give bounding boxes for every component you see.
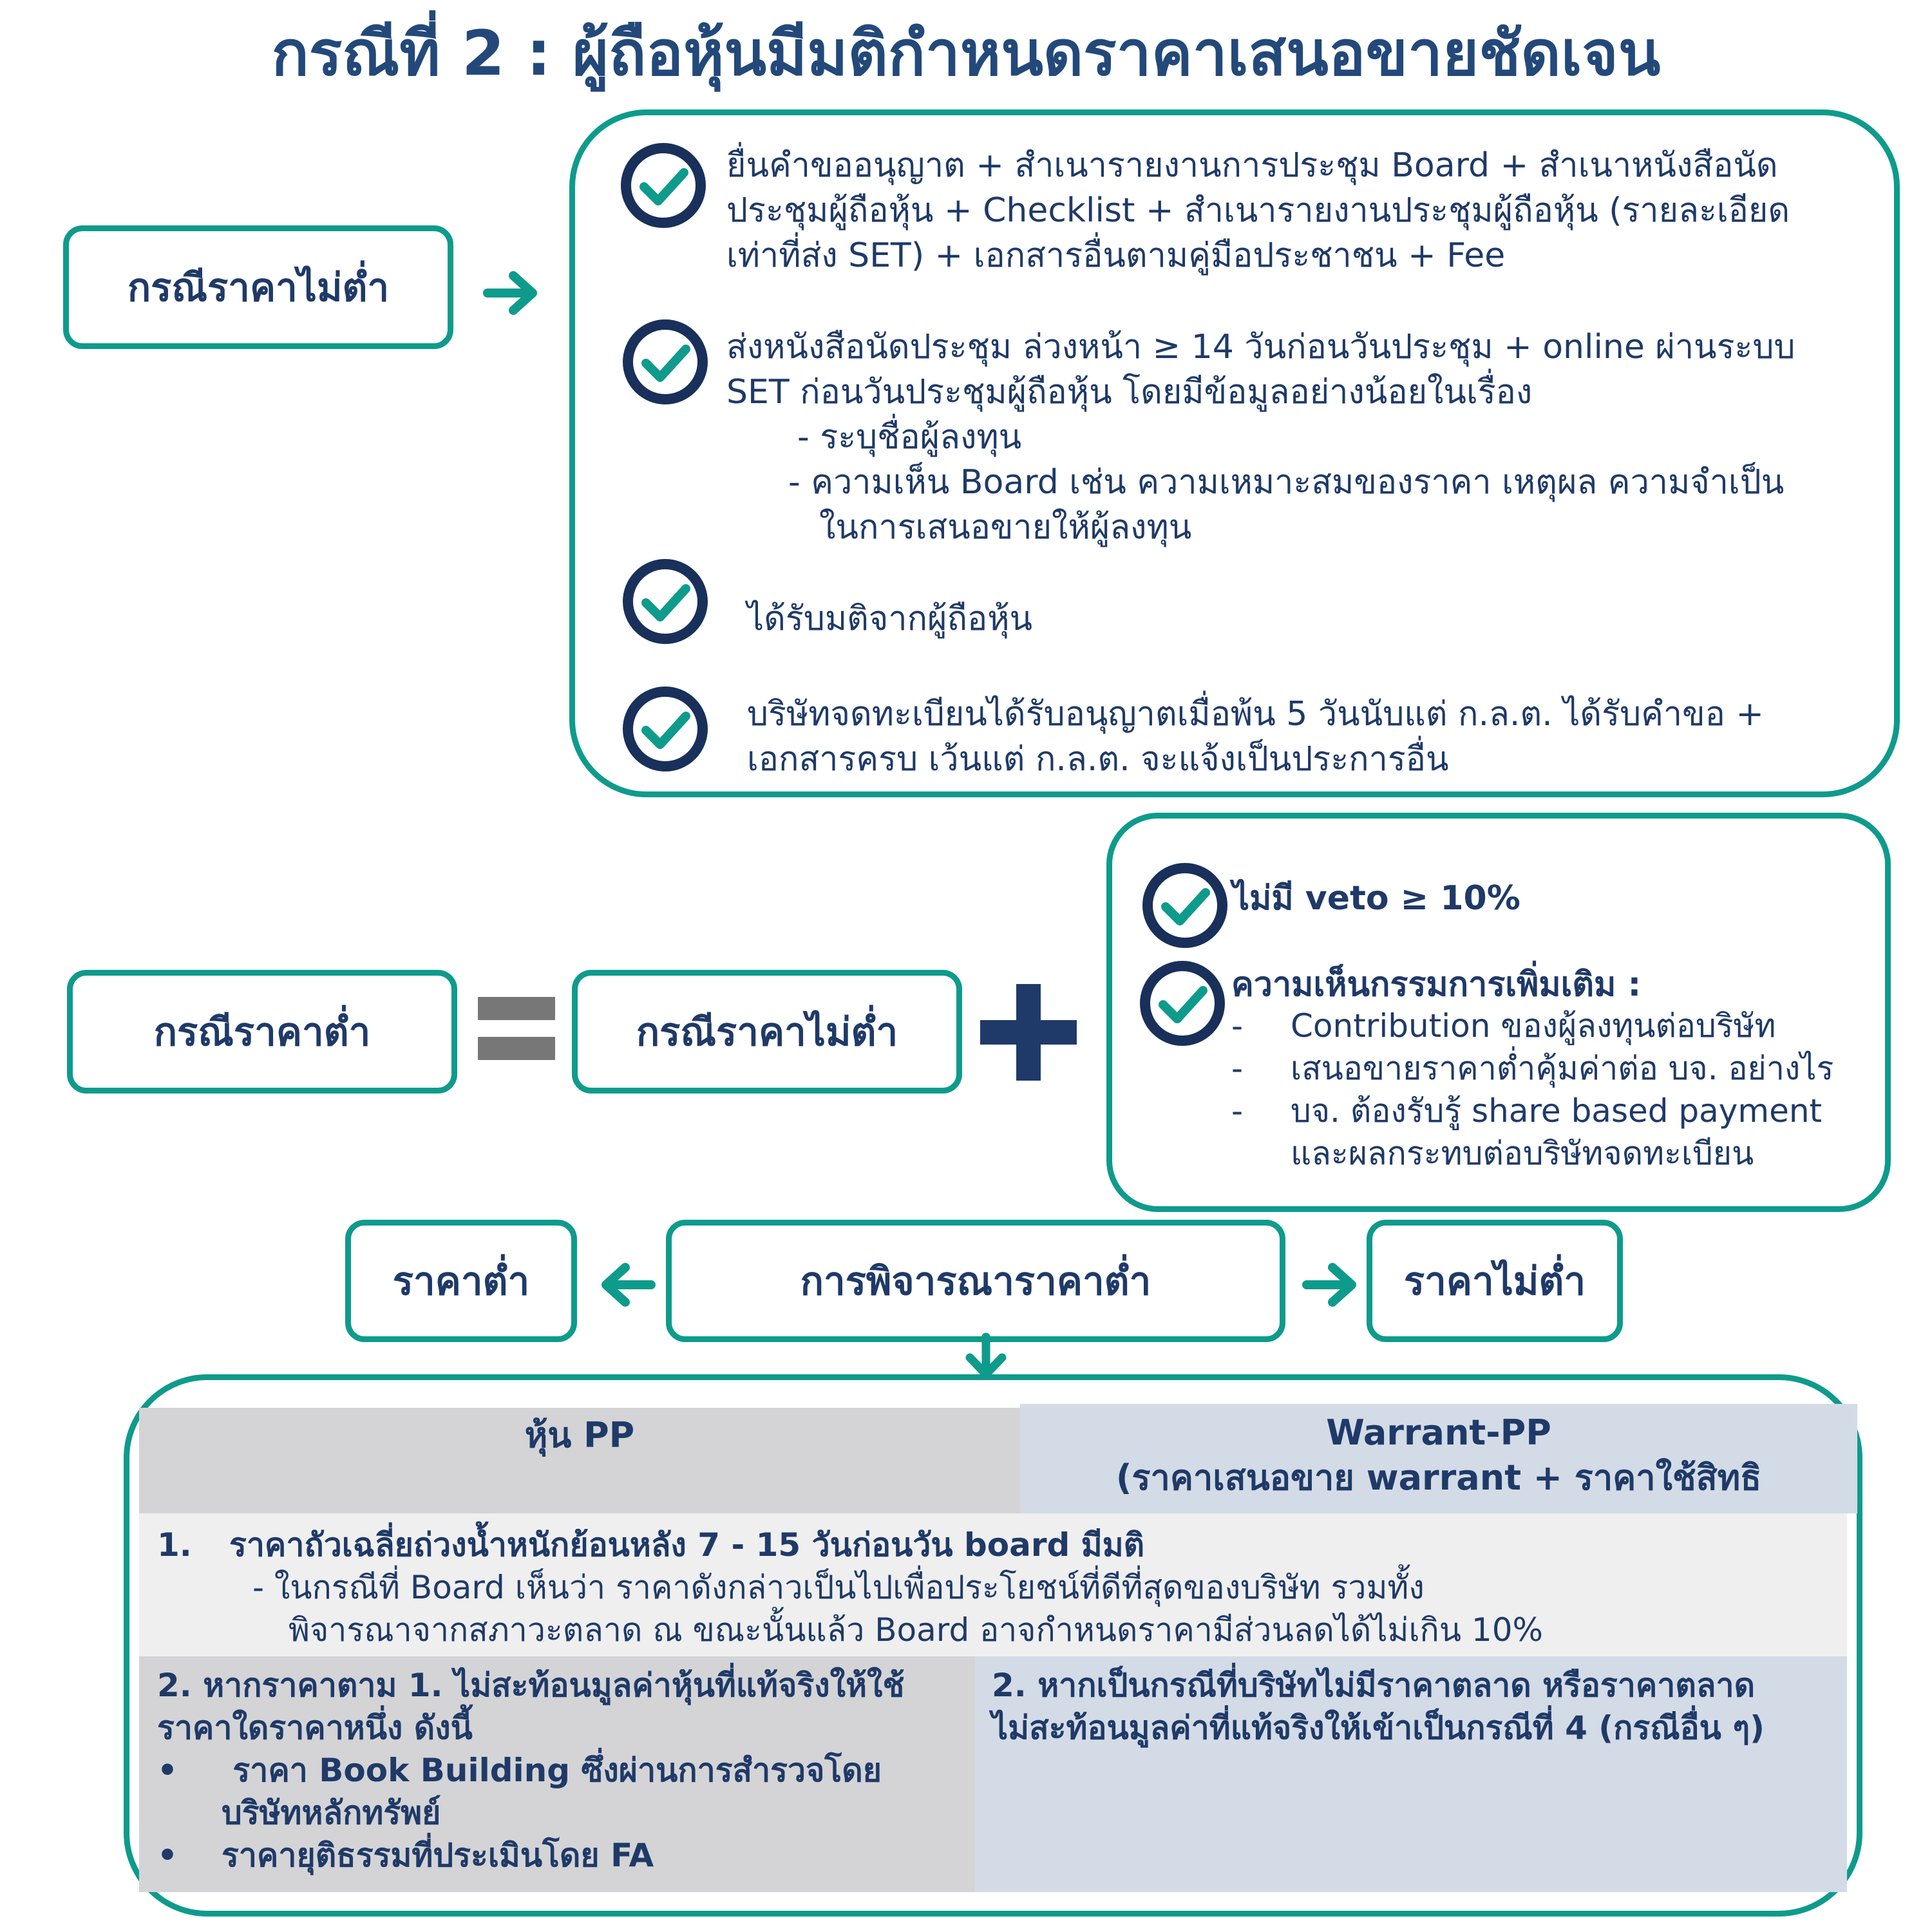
check-circle-icon (620, 684, 710, 774)
low-price-label: ราคาต่ำ (392, 1258, 530, 1304)
step-4-text: บริษัทจดทะเบียนได้รับอนุญาตเมื่อพ้น 5 วันนับแต่ ก.ล.ต. ได้รับคำขอ + เอกสารครบ เว้นแต่ ก.ล.ต. จะแจ้งเป็นประการอื่น (747, 695, 1764, 779)
equals-icon (478, 997, 555, 1061)
col-pp-label: หุ้น PP (524, 1415, 635, 1455)
check-circle-icon (1140, 860, 1230, 951)
case-not-low-equals-box (572, 970, 962, 1094)
arrow-right-icon (484, 270, 542, 316)
case-not-low-equals-label: กรณีราคาไม่ต่ำ (636, 1009, 898, 1055)
consider-low-price-box (666, 1220, 1285, 1342)
consider-low-price-label: การพิจารณาราคาต่ำ (800, 1258, 1151, 1304)
arrow-right-icon (1303, 1262, 1361, 1307)
list-item: - บจ. ต้องรับรู้ share based payment (1231, 1092, 1823, 1130)
not-low-price-box (1367, 1220, 1623, 1342)
case-not-low-label: กรณีราคาไม่ต่ำ (127, 265, 390, 310)
low-price-box (345, 1220, 577, 1342)
list-item: - เสนอขายราคาต่ำคุ้มค่าต่อ บจ. อย่างไร (1231, 1050, 1834, 1087)
col-warrant-label: Warrant-PP (ราคาเสนอขาย warrant + ราคาใช้สิทธิ (1115, 1412, 1762, 1498)
arrow-left-icon (596, 1262, 654, 1307)
case-not-low-box (63, 225, 453, 349)
case-low-label: กรณีราคาต่ำ (153, 1009, 371, 1055)
list-item: - Contribution ของผู้ลงทุนต่อบริษัท (1231, 1007, 1776, 1045)
opinion-title: ความเห็นกรรมการเพิ่มเติม : (1231, 965, 1642, 1004)
check-circle-icon (618, 140, 708, 231)
plus-icon (980, 984, 1077, 1081)
check-circle-icon (620, 317, 710, 407)
opinion-list (1231, 1005, 1833, 1175)
step-3-text: ได้รับมติจากผู้ถือหุ้น (747, 600, 1033, 638)
veto-text: ไม่มี veto ≥ 10% (1233, 879, 1520, 918)
check-circle-icon (1137, 958, 1227, 1048)
not-low-price-label: ราคาไม่ต่ำ (1403, 1258, 1586, 1304)
list-item: และผลกระทบต่อบริษัทจดทะเบียน (1291, 1135, 1754, 1172)
step-2-text: ส่งหนังสือนัดประชุม ล่วงหน้า ≥ 14 วันก่อนวันประชุม + online ผ่านระบบ SET ก่อนวันประชุมผู้ถือหุ้น โดยมีข้อมูลอย่างน้อยในเรื่อง - ระบุชื่อผู้ลงทุน - ความเห็น Board เช่น ความเหมาะสมของราคา เหตุผล ความจำเป็น ในการเสนอขายให้ผู้ลงทุน (726, 328, 1795, 547)
page-title: กรณีที่ 2 : ผู้ถือหุ้นมีมติกำหนดราคาเสนอขายชัดเจน (271, 17, 1661, 90)
row-2-right-content: 2. หากเป็นกรณีที่บริษัทไม่มีราคาตลาด หรือราคาตลาด ไม่สะท้อนมูลค่าที่แท้จริงให้เข้าเป็นกรณีที่ 4 (กรณีอื่น ๆ) (992, 1667, 1765, 1747)
row-1-content: 1. ราคาถัวเฉลี่ยถ่วงน้ำหนักย้อนหลัง 7 - 15 วันก่อนวัน board มีมติ - ในกรณีที่ Board เห็นว่า ราคาดังกล่าวเป็นไปเพื่อประโยชน์ที่ดีที่สุดของบริษัท รวมทั้ง พิจารณาจากสภาวะตลาด ณ ขณะนั้นแล้ว Board อาจกำหนดราคามีส่วนลดได้ไม่เกิน 10% (157, 1526, 1544, 1649)
check-circle-icon (620, 556, 710, 647)
case-low-box (67, 970, 457, 1094)
row-2-left-content: 2. หากราคาตาม 1. ไม่สะท้อนมูลค่าหุ้นที่แท้จริงให้ใช้ ราคาใดราคาหนึ่ง ดังนี้ • ราคา Book Building ซึ่งผ่านการสำรวจโดย บริษัทหลักทรัพย์ • ราคายุติธรรมที่ประเมินโดย FA (157, 1667, 905, 1874)
step-1-text: ยื่นคำขออนุญาต + สำเนารายงานการประชุม Board + สำเนาหนังสือนัด ประชุมผู้ถือหุ้น + Checklist + สำเนารายงานประชุมผู้ถือหุ้น (รายละเอียด เท่าที่ส่ง SET) + เอกสารอื่นตามคู่มือประชาชน + Fee (726, 146, 1790, 275)
